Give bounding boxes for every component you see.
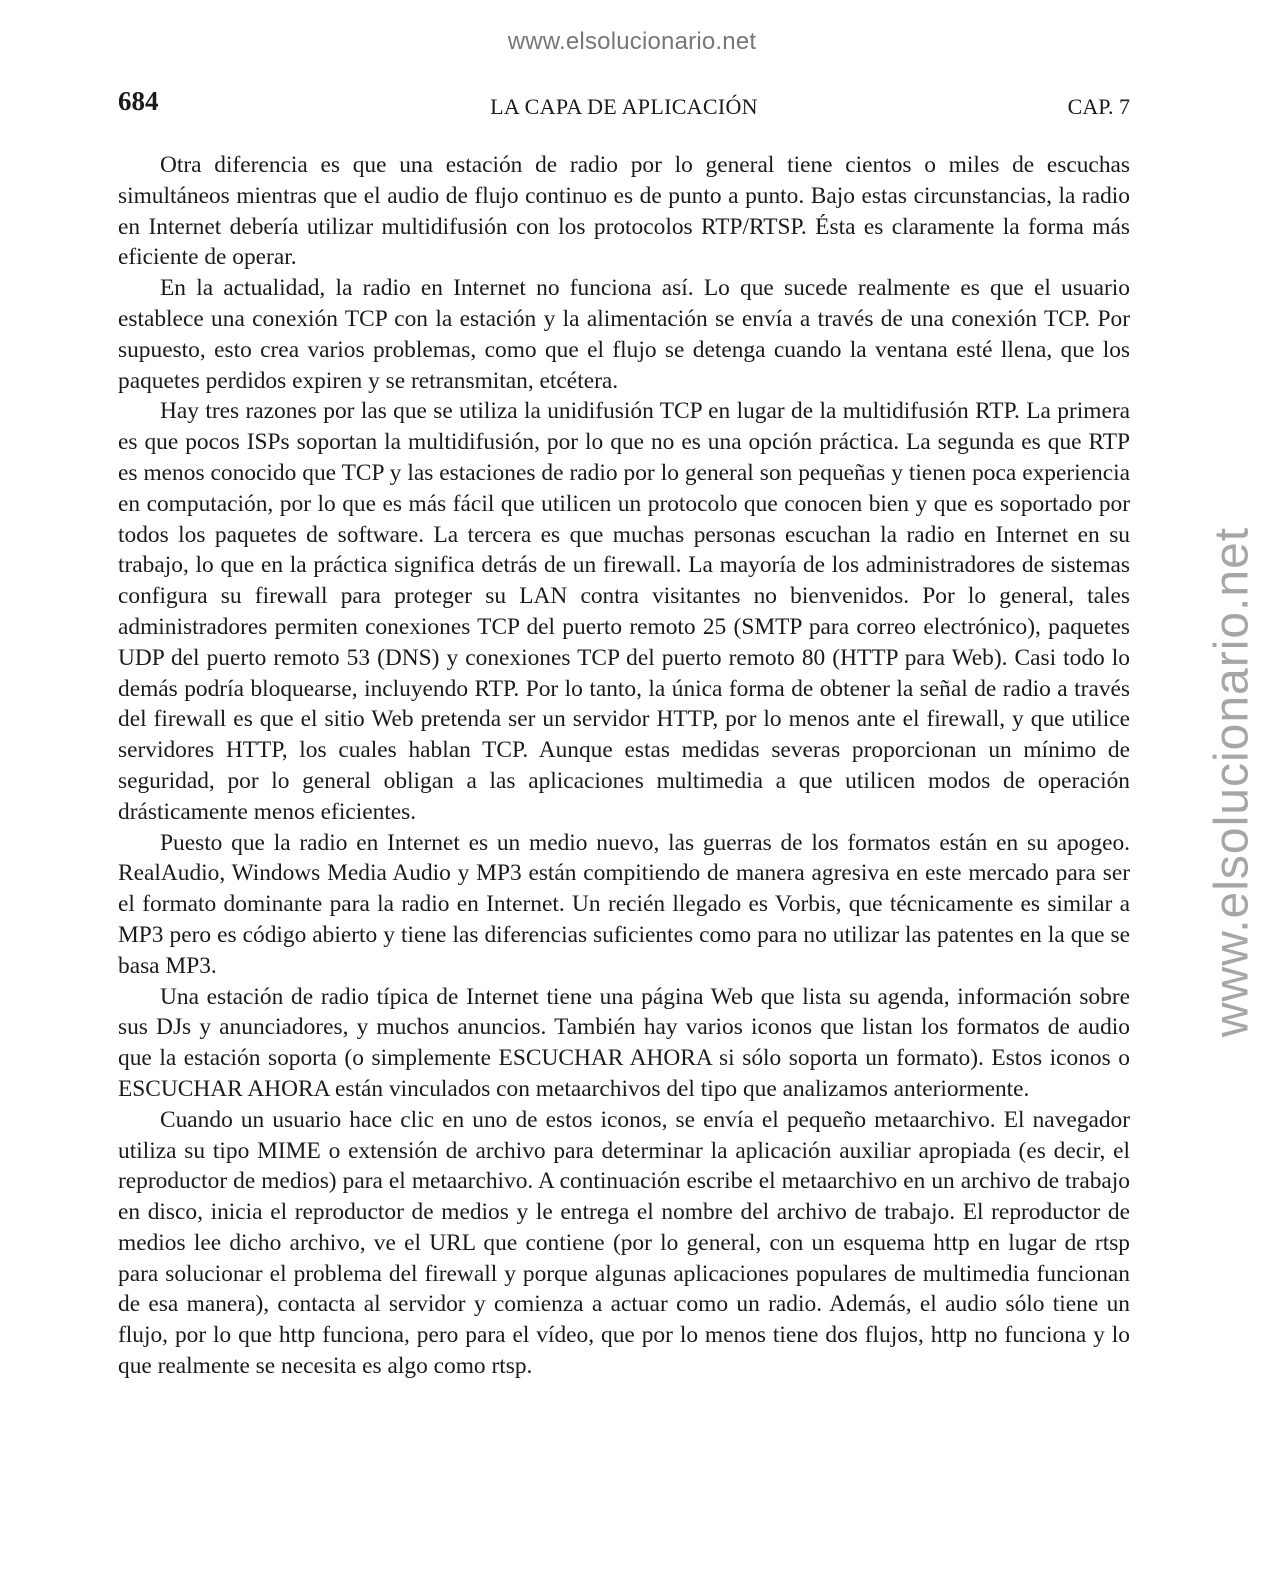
- paragraph-5: Una estación de radio típica de Internet tiene una página Web que lista su agenda, información sobre sus DJs y anunciadores, y muchos anuncios. También hay varios iconos que listan los formatos de audio que la estación soporta (o simplemente ESCUCHAR AHORA si sólo soporta un formato). Estos iconos o ESCUCHAR AHORA están vinculados con metaarchivos del tipo que analizamos anteriormente.: [118, 983, 1130, 1102]
- body-text: [118, 150, 1130, 1382]
- paragraph-3: Hay tres razones por las que se utiliza la unidifusión TCP en lugar de la multidifusión RTP. La primera es que pocos ISPs soportan la multidifusión, por lo que no es una opción práctica. La segunda es que RTP es menos conocido que TCP y las estaciones de radio por lo general son pequeñas y tienen poca experiencia en computación, por lo que es más fácil que utilicen un protocolo que conocen bien y que es soportado por todos los paquetes de software. La tercera es que muchas personas escuchan la radio en Internet en su trabajo, lo que en la práctica significa detrás de un firewall. La mayoría de los administradores de sistemas configura su firewall para proteger su LAN contra visitantes no bienvenidos. Por lo general, tales administradores permiten conexiones TCP del puerto remoto 25 (SMTP para correo electrónico), paquetes UDP del puerto remoto 53 (DNS) y conexiones TCP del puerto remoto 80 (HTTP para Web). Casi todo lo demás podría bloquearse, incluyendo RTP. Por lo tanto, la única forma de obtener la señal de radio a través del firewall es que el sitio Web pretenda ser un servidor HTTP, por lo menos ante el firewall, y que utilice servidores HTTP, los cuales hablan TCP. Aunque estas medidas severas proporcionan un mínimo de seguridad, por lo general obligan a las aplicaciones multimedia a que utilicen modos de operación drásticamente menos eficientes.: [118, 398, 1130, 825]
- running-title: LA CAPA DE APLICACIÓN: [490, 94, 758, 119]
- watermark-side: www.elsolucionario.net: [1205, 526, 1259, 1038]
- paragraph-1: Otra diferencia es que una estación de radio por lo general tiene cientos o miles de escuchas simultáneos mientras que el audio de flujo continuo es de punto a punto. Bajo estas circunstancias, la radio en Internet debería utilizar multidifusión con los protocolos RTP/RTSP. Ésta es claramente la forma más eficiente de operar.: [118, 152, 1130, 271]
- page-number: 684: [118, 86, 159, 116]
- watermark-top: www.elsolucionario.net: [507, 28, 757, 55]
- paragraph-6: Cuando un usuario hace clic en uno de estos iconos, se envía el pequeño metaarchivo. El navegador utiliza su tipo MIME o extensión de archivo para determinar la aplicación auxiliar apropiada (es decir, el reproductor de medios) para el metaarchivo. A continuación escribe el metaarchivo en un archivo de trabajo en disco, inicia el reproductor de medios y le entrega el nombre del archivo de trabajo. El reproductor de medios lee dicho archivo, ve el URL que contiene (por lo general, con un esquema http en lugar de rtsp para solucionar el problema del firewall y porque algunas aplicaciones populares de multimedia funcionan de esa manera), contacta al servidor y comienza a actuar como un radio. Además, el audio sólo tiene un flujo, por lo que http funciona, pero para el vídeo, que por lo menos tiene dos flujos, http no funciona y lo que realmente se necesita es algo como rtsp.: [118, 1106, 1130, 1380]
- page-header: [118, 86, 1130, 122]
- chapter-label: CAP. 7: [1067, 94, 1130, 119]
- paragraph-2: En la actualidad, la radio en Internet no funciona así. Lo que sucede realmente es que el usuario establece una conexión TCP con la estación y la alimentación se envía a través de una conexión TCP. Por supuesto, esto crea varios problemas, como que el flujo se detenga cuando la ventana esté llena, que los paquetes perdidos expiren y se retransmitan, etcétera.: [118, 275, 1130, 394]
- paragraph-4: Puesto que la radio en Internet es un medio nuevo, las guerras de los formatos están en su apogeo. RealAudio, Windows Media Audio y MP3 están compitiendo de manera agresiva en este mercado para ser el formato dominante para la radio en Internet. Un recién llegado es Vorbis, que técnicamente es similar a MP3 pero es código abierto y tiene las diferencias suficientes como para no utilizar las patentes en la que se basa MP3.: [118, 829, 1130, 979]
